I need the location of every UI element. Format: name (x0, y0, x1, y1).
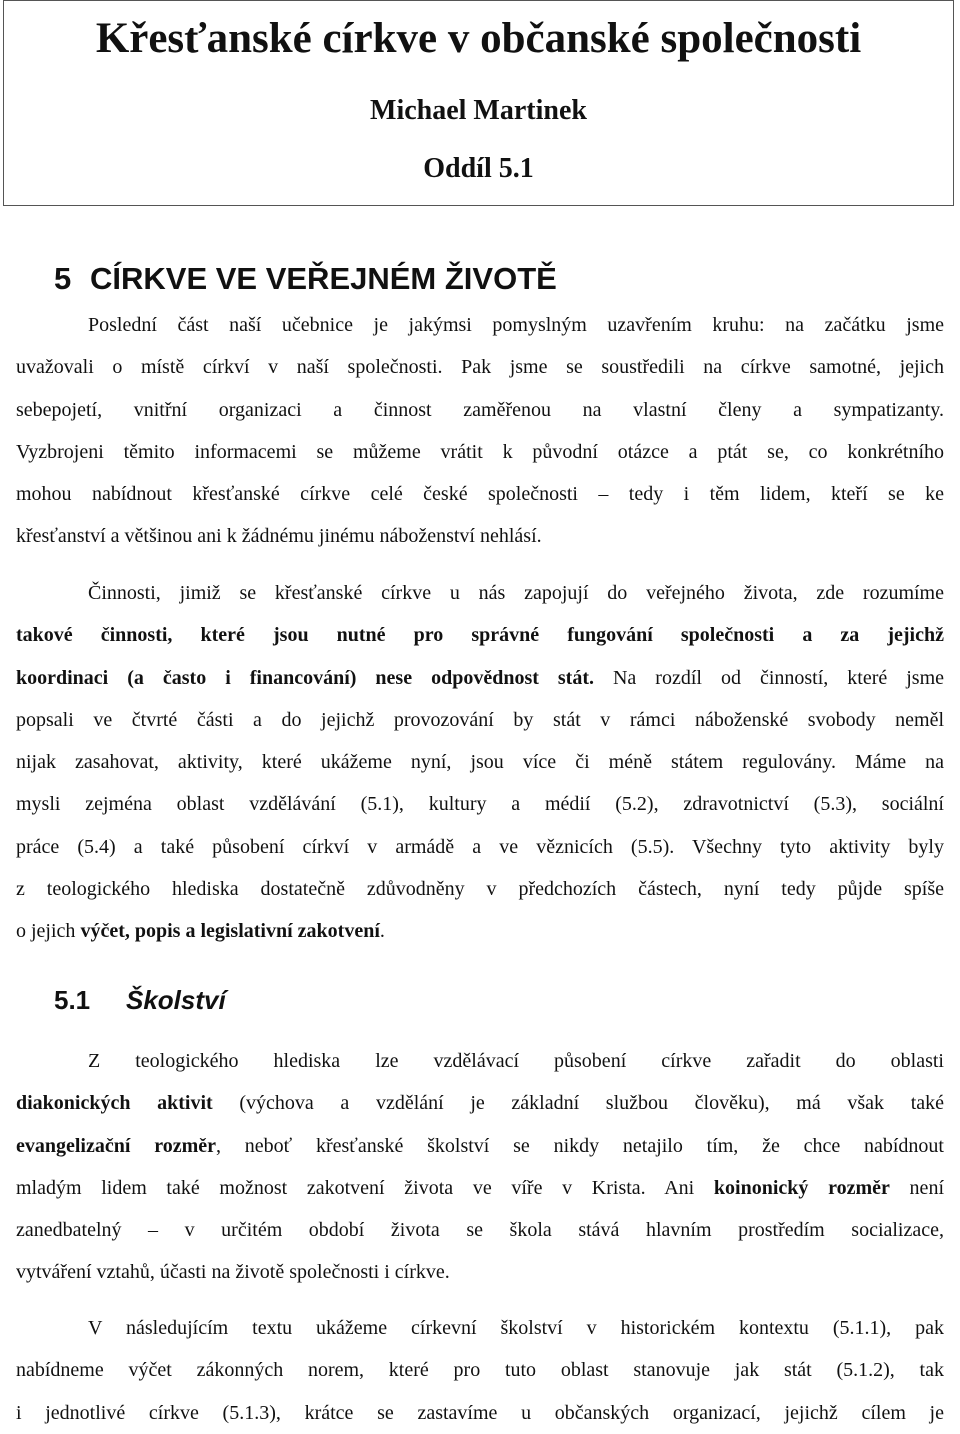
paragraph-line (16, 614, 944, 656)
text-run: . (379, 920, 385, 943)
paragraph-line: i jednotlivé církve (5.1.3), krátce se zastavíme u občanských organizací, jejichž cílem je (16, 1401, 944, 1424)
paragraph-line: zanedbatelný – v určitém období života se škola stává hlavním prostředím socializace, (16, 1219, 944, 1242)
document-title: Křesťanské církve v občanské společnosti (95, 15, 862, 62)
paragraph-line (16, 1082, 944, 1124)
paragraph-line: mysli zejména oblast vzdělávání (5.1), kultury a médií (5.2), zdravotnictví (5.3), sociální (16, 793, 944, 816)
text-run: mladým lidem také možnost zakotvení života ve víře v Krista. Ani (16, 1176, 714, 1199)
paragraph-line: popsali ve čtvrté části a do jejichž provozování by stát v rámci náboženské svobody neměl (16, 708, 944, 731)
chapter-number: 5 (54, 261, 72, 296)
text-run: o jejich (16, 920, 81, 943)
paragraph-line: nijak zasahovat, aktivity, které ukážeme nyní, jsou více či méně státem regulovány. Máme na (16, 751, 944, 774)
section-label: Oddíl 5.1 (423, 153, 534, 184)
text-run: (výchova a vzdělání je základní službou člověku), má však také (212, 1092, 944, 1115)
paragraph-line (16, 910, 944, 952)
paragraph-line: uvažovali o místě církví v naší společnosti. Pak jsme se soustředili na církve samotné, jejich (16, 356, 944, 379)
paragraph-line (16, 657, 944, 699)
section-title: Školství (126, 985, 226, 1015)
text-run: , neboť křesťanské školství se nikdy netajilo tím, že chce nabídnout (216, 1134, 944, 1157)
paragraph-1 (16, 304, 944, 558)
paragraph-line: Z teologického hlediska lze vzdělávací působení církve zařadit do oblasti (88, 1050, 944, 1072)
paragraph-line: Poslední část naší učebnice je jakýmsi pomyslným uzavřením kruhu: na začátku jsme (88, 314, 944, 336)
paragraph-line: vytváření vztahů, účasti na životě společnosti i církve. (16, 1261, 450, 1284)
paragraph-line: mohou nabídnout křesťanské církve celé české společnosti – tedy i těm lidem, kteří se ke (16, 483, 944, 506)
paragraph-line: práce (5.4) a také působení církví v armádě a ve věznicích (5.5). Všechny tyto aktivity byly (16, 835, 944, 858)
section-heading (54, 980, 226, 1020)
title-box (3, 0, 954, 206)
paragraph-line (16, 1125, 944, 1167)
chapter-title: CÍRKVE VE VEŘEJNÉM ŽIVOTĚ (90, 261, 557, 296)
bold-text: evangelizační rozměr (16, 1134, 216, 1157)
bold-text: takové činnosti, které jsou nutné pro správné fungování společnosti a za jejichž (16, 624, 944, 647)
bold-text: výčet, popis a legislativní zakotvení (80, 920, 380, 943)
paragraph-4 (16, 1307, 944, 1434)
paragraph-line: Vyzbrojeni těmito informacemi se můžeme vrátit k původní otázce a ptát se, co konkrétního (16, 440, 944, 463)
bold-text: koinonický rozměr (713, 1176, 890, 1199)
paragraph-line: z teologického hlediska dostatečně zdůvodněny v předchozích částech, nyní tedy půjde spíše (16, 878, 944, 901)
paragraph-line: křesťanství a většinou ani k žádnému jinému náboženství nehlásí. (16, 525, 542, 548)
paragraph-line: sebepojetí, vnitřní organizaci a činnost zaměřenou na vlastní členy a sympatizanty. (16, 398, 944, 421)
paragraph-3 (16, 1040, 944, 1294)
section-number: 5.1 (54, 985, 91, 1015)
chapter-heading (54, 258, 557, 300)
bold-text: koordinaci (a často i financování) nese odpovědnost stát. (16, 666, 594, 689)
bold-text: diakonických aktivit (16, 1092, 213, 1115)
paragraph-line (16, 1167, 944, 1209)
paragraph-line: V následujícím textu ukážeme církevní školství v historickém kontextu (5.1.1), pak (88, 1317, 944, 1339)
author-name: Michael Martinek (370, 95, 587, 126)
paragraph-2 (16, 572, 944, 953)
text-run: není (889, 1176, 944, 1199)
text-run: Na rozdíl od činností, které jsme (594, 666, 945, 689)
paragraph-line: nabídneme výčet zákonných norem, které pro tuto oblast stanovuje jak stát (5.1.2), tak (16, 1359, 944, 1382)
paragraph-line: Činnosti, jimiž se křesťanské církve u nás zapojují do veřejného života, zde rozumíme (88, 582, 944, 604)
